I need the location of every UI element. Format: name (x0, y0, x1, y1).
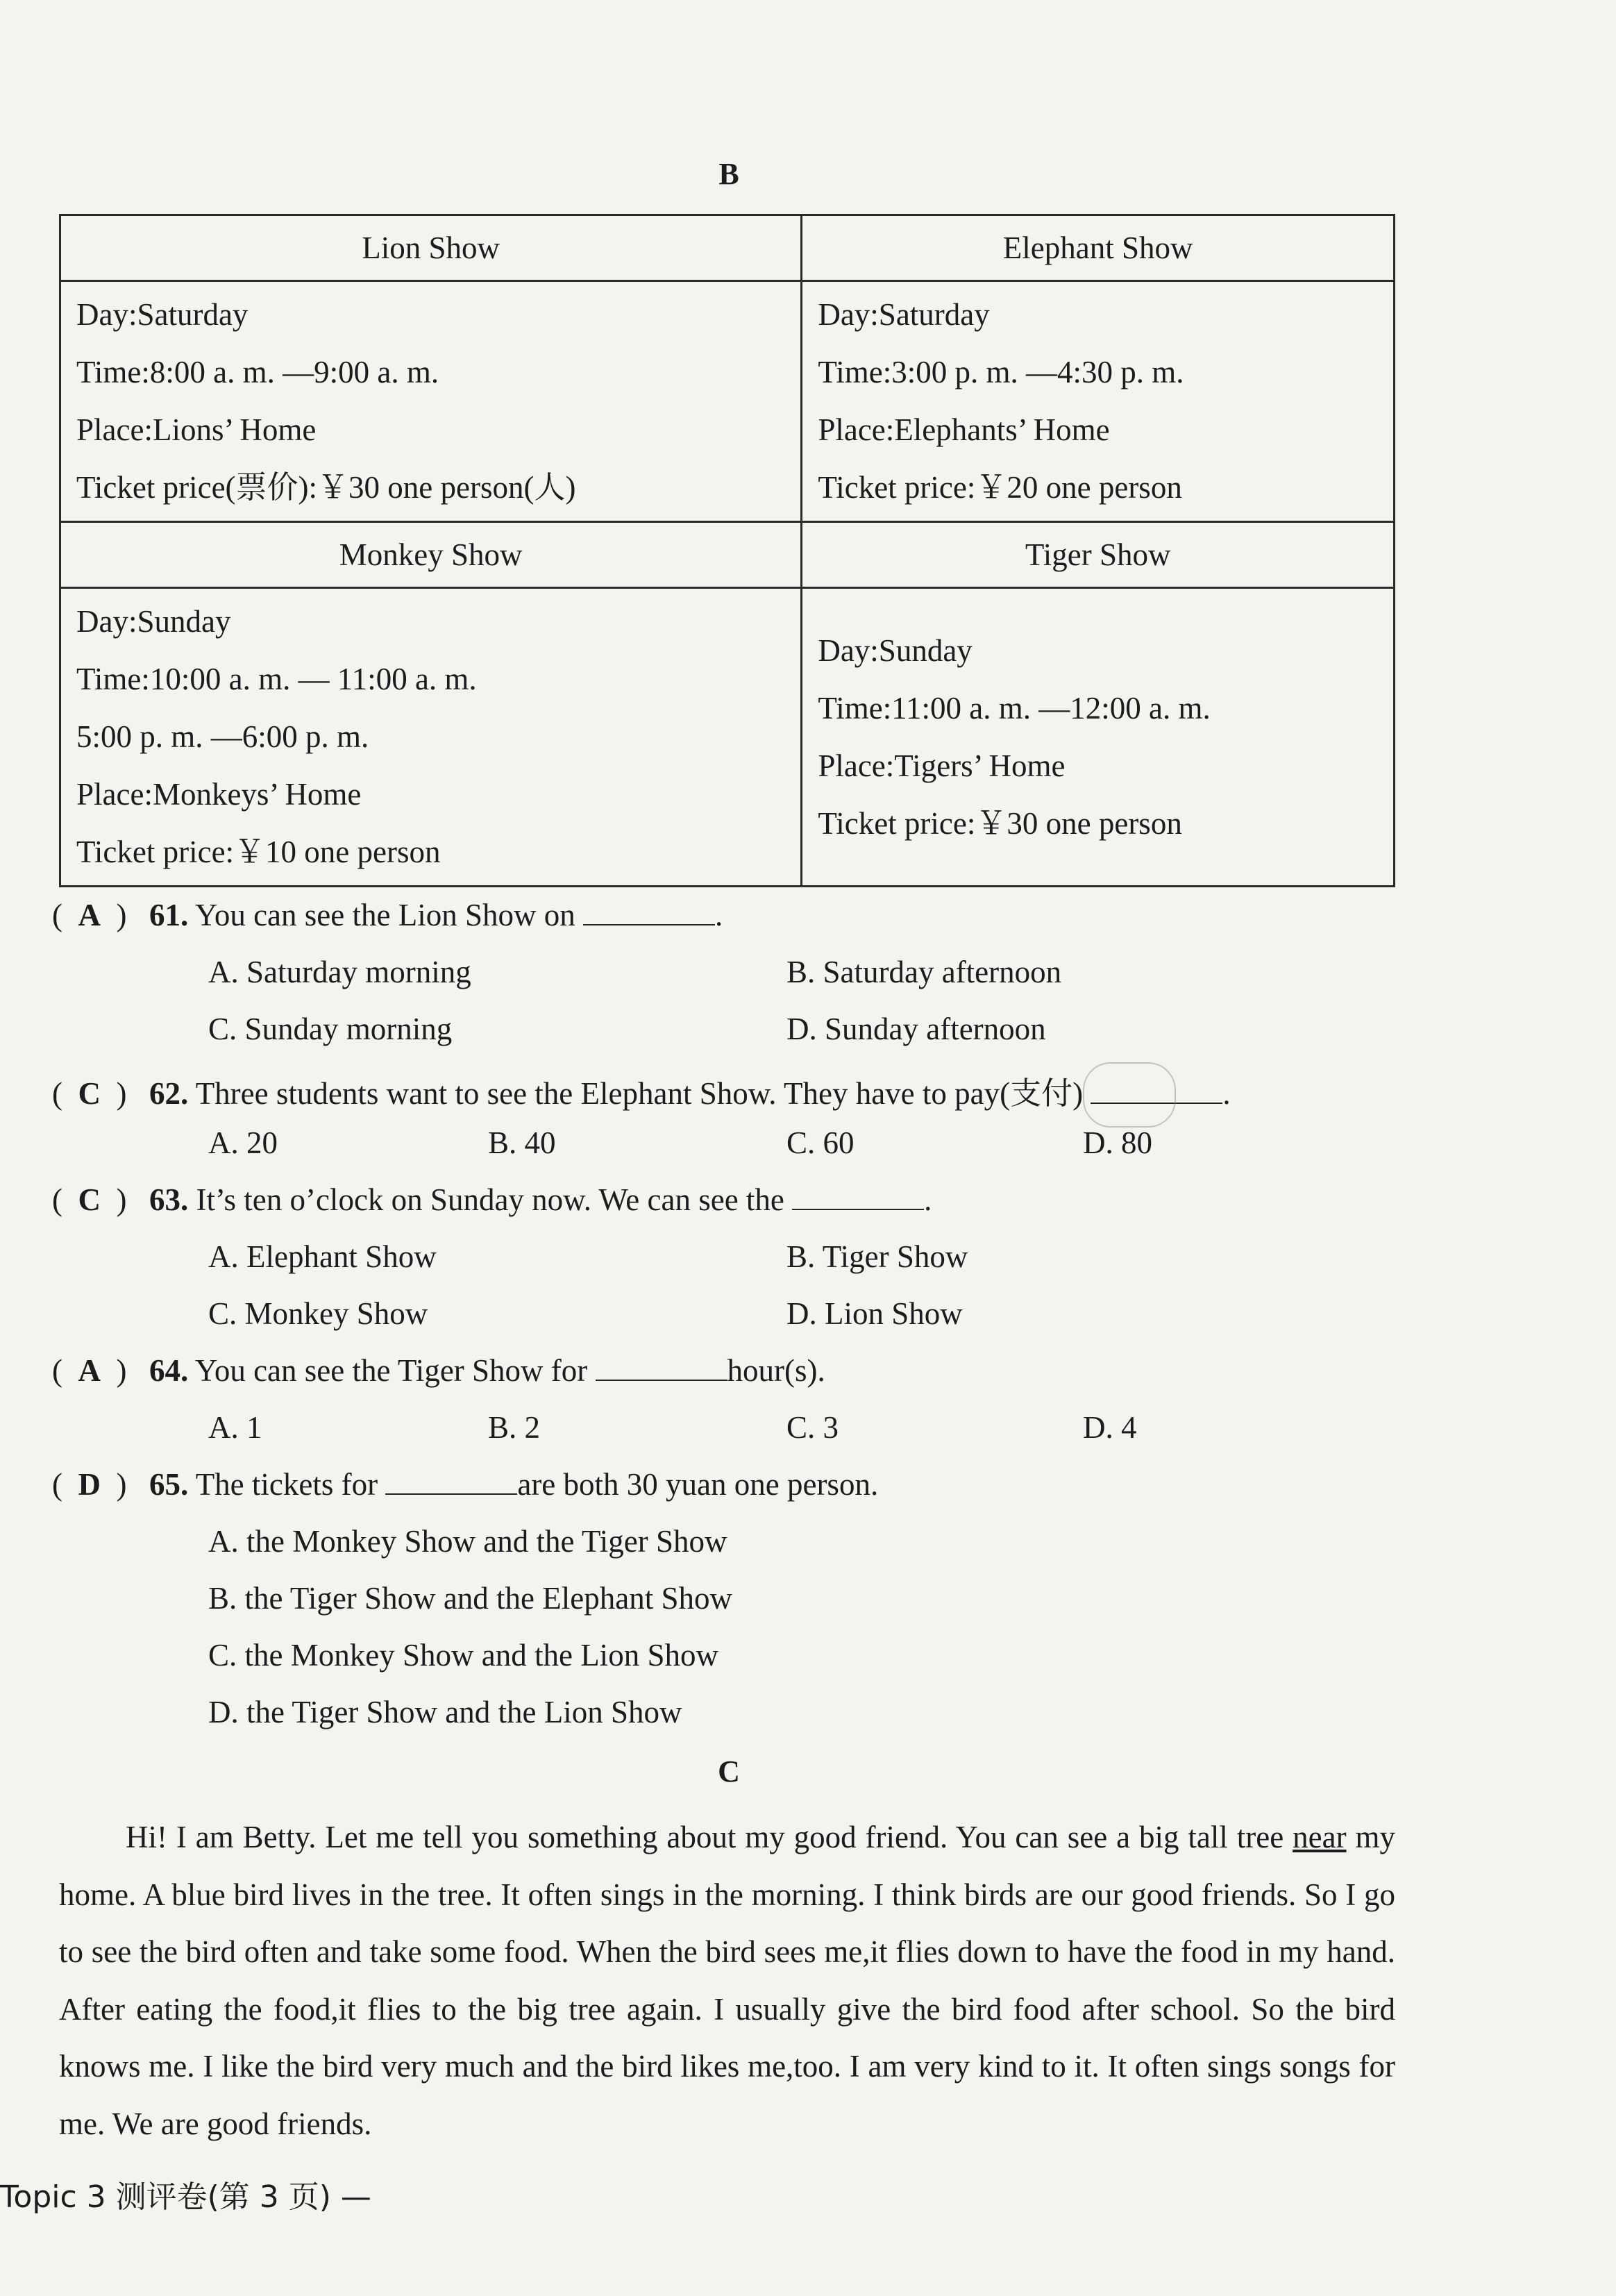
tiger-day: Day:Sunday (818, 632, 973, 668)
show-schedule-table (59, 214, 1395, 887)
option-a: A. 1 (208, 1410, 262, 1445)
option-a: A. the Monkey Show and the Tiger Show (208, 1524, 727, 1559)
page-footer: Topic 3 测评卷(第 3 页) — (0, 2179, 371, 2215)
answer-paren: ( A ) (52, 1353, 127, 1388)
question-63 (52, 1182, 932, 1218)
option-b: B. 40 (488, 1125, 556, 1160)
option-d: D. Lion Show (786, 1296, 963, 1331)
passage-paragraph (59, 1809, 1395, 2152)
question-text: You can see the Tiger Show for (194, 1353, 588, 1388)
elephant-time: Time:3:00 p. m. —4:30 p. m. (818, 355, 1184, 389)
section-b-heading: B (718, 157, 739, 191)
monkey-time: Time:10:00 a. m. — 11:00 a. m. (76, 662, 477, 696)
question-number: 62. (149, 1076, 189, 1111)
elephant-day: Day:Saturday (818, 297, 990, 332)
question-61 (52, 897, 723, 933)
option-d: D. 4 (1083, 1410, 1137, 1445)
watermark-stamp (1083, 1062, 1176, 1128)
answer-letter: D (78, 1467, 101, 1502)
option-c: C. the Monkey Show and the Lion Show (208, 1638, 718, 1673)
answer-paren: ( C ) (52, 1076, 127, 1111)
elephant-place: Place:Elephants’ Home (818, 412, 1110, 447)
option-d: D. Sunday afternoon (786, 1012, 1046, 1046)
option-b: B. the Tiger Show and the Elephant Show (208, 1581, 732, 1616)
answer-letter: A (78, 1353, 101, 1388)
answer-paren: ( C ) (52, 1182, 127, 1217)
answer-blank (596, 1355, 727, 1381)
option-d: D. the Tiger Show and the Lion Show (208, 1695, 682, 1729)
elephant-show-details (802, 281, 1395, 522)
question-text-after: hour(s). (727, 1353, 825, 1388)
section-c-heading: C (718, 1754, 740, 1788)
monkey-place: Place:Monkeys’ Home (76, 777, 362, 812)
table-row (60, 588, 1395, 887)
lion-show-details (60, 281, 802, 522)
question-number: 65. (149, 1467, 189, 1502)
option-c: C. 3 (786, 1410, 839, 1445)
table-header-row (60, 215, 1395, 281)
question-number: 61. (149, 898, 189, 932)
question-number: 63. (149, 1182, 189, 1217)
question-64 (52, 1352, 825, 1389)
answer-paren: ( A ) (52, 898, 127, 932)
monkey-price: Ticket price:￥10 one person (76, 835, 441, 869)
option-a: A. Elephant Show (208, 1239, 437, 1274)
question-text-after: . (1222, 1076, 1231, 1111)
answer-letter: C (78, 1182, 101, 1217)
monkey-show-details (60, 588, 802, 887)
question-text-after: . (924, 1182, 932, 1217)
option-b: B. 2 (488, 1410, 541, 1445)
option-d: D. 80 (1083, 1125, 1152, 1160)
question-text: You can see the Lion Show on (194, 898, 575, 932)
underlined-word: near (1293, 1820, 1347, 1854)
answer-blank (385, 1468, 517, 1495)
monkey-day: Day:Sunday (76, 604, 231, 639)
monkey-show-title: Monkey Show (60, 522, 802, 588)
monkey-time-2: 5:00 p. m. —6:00 p. m. (76, 719, 369, 754)
question-text: Three students want to see the Elephant Show. They have to pay(支付) (195, 1076, 1084, 1111)
elephant-price: Ticket price:￥20 one person (818, 470, 1182, 505)
tiger-price: Ticket price:￥30 one person (818, 805, 1182, 841)
question-65 (52, 1466, 878, 1502)
question-text: It’s ten o’clock on Sunday now. We can see the (196, 1182, 784, 1217)
table-header-row (60, 522, 1395, 588)
answer-paren: ( D ) (52, 1467, 127, 1502)
option-b: B. Saturday afternoon (786, 955, 1062, 989)
answer-letter: C (78, 1076, 101, 1111)
tiger-show-details (802, 588, 1395, 887)
lion-time: Time:8:00 a. m. —9:00 a. m. (76, 355, 439, 389)
reading-passage (59, 1809, 1395, 2152)
question-number: 64. (149, 1353, 189, 1388)
option-c: C. Sunday morning (208, 1012, 453, 1046)
option-b: B. Tiger Show (786, 1239, 968, 1274)
lion-show-title: Lion Show (60, 215, 802, 281)
tiger-show-title: Tiger Show (802, 522, 1395, 588)
answer-blank (792, 1184, 924, 1210)
question-text-after: . (714, 898, 723, 932)
elephant-show-title: Elephant Show (802, 215, 1395, 281)
lion-price: Ticket price(票价):￥30 one person(人) (76, 470, 576, 505)
answer-blank (583, 899, 715, 925)
option-a: A. Saturday morning (208, 955, 471, 989)
tiger-place: Place:Tigers’ Home (818, 748, 1066, 783)
option-c: C. Monkey Show (208, 1296, 428, 1331)
question-text-after: are both 30 yuan one person. (517, 1467, 879, 1502)
tiger-time: Time:11:00 a. m. —12:00 a. m. (818, 690, 1211, 726)
passage-text-1: Hi! I am Betty. Let me tell you something about my good friend. You can see a big tall tree (126, 1820, 1284, 1854)
option-c: C. 60 (786, 1125, 855, 1160)
question-62 (52, 1068, 1231, 1113)
option-a: A. 20 (208, 1125, 278, 1160)
table-row (60, 281, 1395, 522)
lion-day: Day:Saturday (76, 297, 249, 332)
question-text: The tickets for (195, 1467, 378, 1502)
answer-letter: A (78, 898, 101, 932)
passage-text-2: my home. A blue bird lives in the tree. It often sings in the morning. I think birds are our good friends. So I go to see the bird often and take some food. When the bird sees me,it flies down to have the food in my hand. After eating the food,it flies to the big tree again. I usually give the bird food after school. So the bird knows me. I like the bird very much and the bird likes me,too. I am very kind to it. It often sings songs for me. We are good friends. (59, 1820, 1396, 2141)
lion-place: Place:Lions’ Home (76, 412, 317, 447)
